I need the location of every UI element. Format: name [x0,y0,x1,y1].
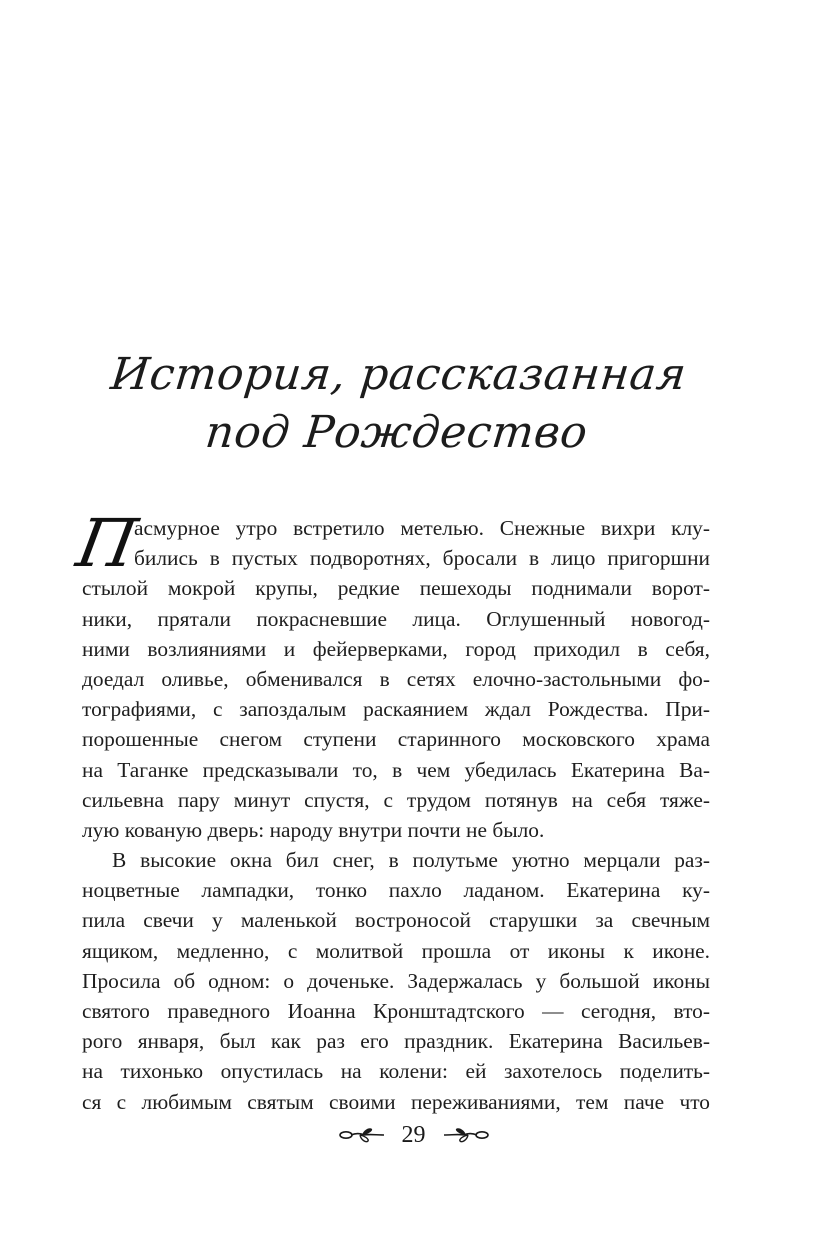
text-line: святого праведного Иоанна Кронштадтского — сегодня, вто- [82,999,710,1023]
text-line: асмурное утро встретило метелью. Снежные вихри клу- [134,516,710,540]
text-line: пила свечи у маленькой востроносой старушки за свечным [82,908,710,933]
vine-flourish-left-icon [338,1125,386,1145]
text-line: лую кованую дверь: народу внутри почти не было. [82,817,545,842]
text-line: стылой мокрой крупы, редкие пешеходы поднимали ворот- [82,576,710,601]
text-line: рого января, был как раз его праздник. Екатерина Васильев- [82,1029,710,1054]
text-line: ся с любимым святым своими переживаниями, тем паче что [82,1089,710,1114]
text-line: ящиком, медленно, с молитвой прошла от иконы к иконе. [82,938,710,963]
text-line: бились в пустых подворотнях, бросали в лицо пригоршни [134,546,710,571]
drop-cap: П [71,505,143,582]
text-line: на тихонько опустилась на колени: ей захотелось поделить- [82,1059,710,1084]
text-line: Просила об одном: о доченьке. Задержалась у большой иконы [82,968,710,993]
text-line: ними возлияниями и фейерверками, город приходил в себя, [82,636,710,661]
text-line: ноцветные лампадки, тонко пахло ладаном. Екатерина ку- [82,878,710,903]
chapter-body [71,505,710,1117]
page-footer [0,1118,827,1151]
chapter-title [0,346,815,462]
text-line: ники, прятали покрасневшие лица. Оглушенный новогод- [82,606,710,631]
text-line: сильевна пару минут спустя, с трудом потянув на себя тяже- [82,787,710,812]
chapter-title-line-1: История, рассказанная [108,349,689,400]
text-line: порошенные снегом ступени старинного московского храма [82,727,710,752]
text-line: тографиями, с запоздалым раскаянием ждал Рождества. При- [82,697,710,722]
text-line-paragraph-start: В высокие окна бил снег, в полутьме уютно мерцали раз- [112,848,710,873]
vine-flourish-right-icon [442,1125,490,1145]
text-line: доедал оливье, обменивался в сетях елочно-застольными фо- [82,666,710,691]
chapter-title-line-2: под Рождество [202,407,591,458]
page-number: 29 [401,1122,426,1149]
text-line: на Таганке предсказывали то, в чем убедилась Екатерина Ва- [82,757,710,782]
